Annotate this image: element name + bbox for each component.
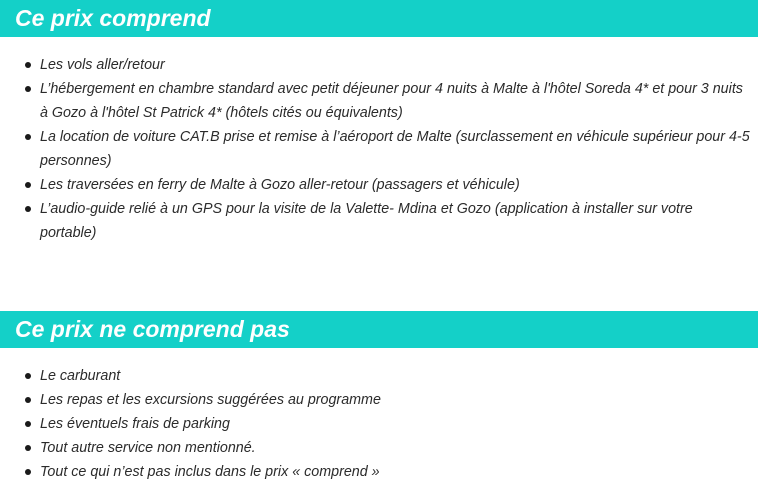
bullet-icon <box>25 62 31 68</box>
list-item <box>0 53 758 77</box>
bullet-icon <box>25 373 31 379</box>
bullet-icon <box>25 206 31 212</box>
list-item-text: Tout autre service non mentionné. <box>40 440 256 456</box>
list-item <box>0 460 758 484</box>
list-item <box>0 125 758 173</box>
bullet-icon <box>25 445 31 451</box>
list-item <box>0 197 758 245</box>
excluded-list <box>0 364 758 484</box>
list-item-text: Les repas et les excursions suggérées au programme <box>40 392 381 408</box>
list-item-text: Les vols aller/retour <box>40 57 165 73</box>
list-item-text: Tout ce qui n’est pas inclus dans le prix « comprend » <box>40 464 380 480</box>
list-item <box>0 77 758 125</box>
list-item <box>0 364 758 388</box>
list-item-text: Les éventuels frais de parking <box>40 416 230 432</box>
list-item <box>0 173 758 197</box>
bullet-icon <box>25 469 31 475</box>
list-item-text: L’audio-guide relié à un GPS pour la visite de la Valette- Mdina et Gozo (application à installer sur votre portable) <box>40 201 693 241</box>
list-item-text: La location de voiture CAT.B prise et remise à l’aéroport de Malte (surclassement en véhicule supérieur pour 4-5 personnes) <box>40 129 750 169</box>
list-item-text: Le carburant <box>40 368 121 384</box>
excluded-section-title: Ce prix ne comprend pas <box>0 311 758 348</box>
list-item-text: L’hébergement en chambre standard avec petit déjeuner pour 4 nuits à Malte à l'hôtel Soreda 4* et pour 3 nuits à Gozo à l'hôtel St Patrick 4* (hôtels cités ou équivalents) <box>40 81 743 121</box>
bullet-icon <box>25 86 31 92</box>
list-item <box>0 388 758 412</box>
bullet-icon <box>25 134 31 140</box>
bullet-icon <box>25 182 31 188</box>
included-list <box>0 53 758 245</box>
list-item <box>0 436 758 460</box>
list-item <box>0 412 758 436</box>
included-section-title: Ce prix comprend <box>0 0 758 37</box>
bullet-icon <box>25 397 31 403</box>
list-item-text: Les traversées en ferry de Malte à Gozo aller-retour (passagers et véhicule) <box>40 177 520 193</box>
bullet-icon <box>25 421 31 427</box>
